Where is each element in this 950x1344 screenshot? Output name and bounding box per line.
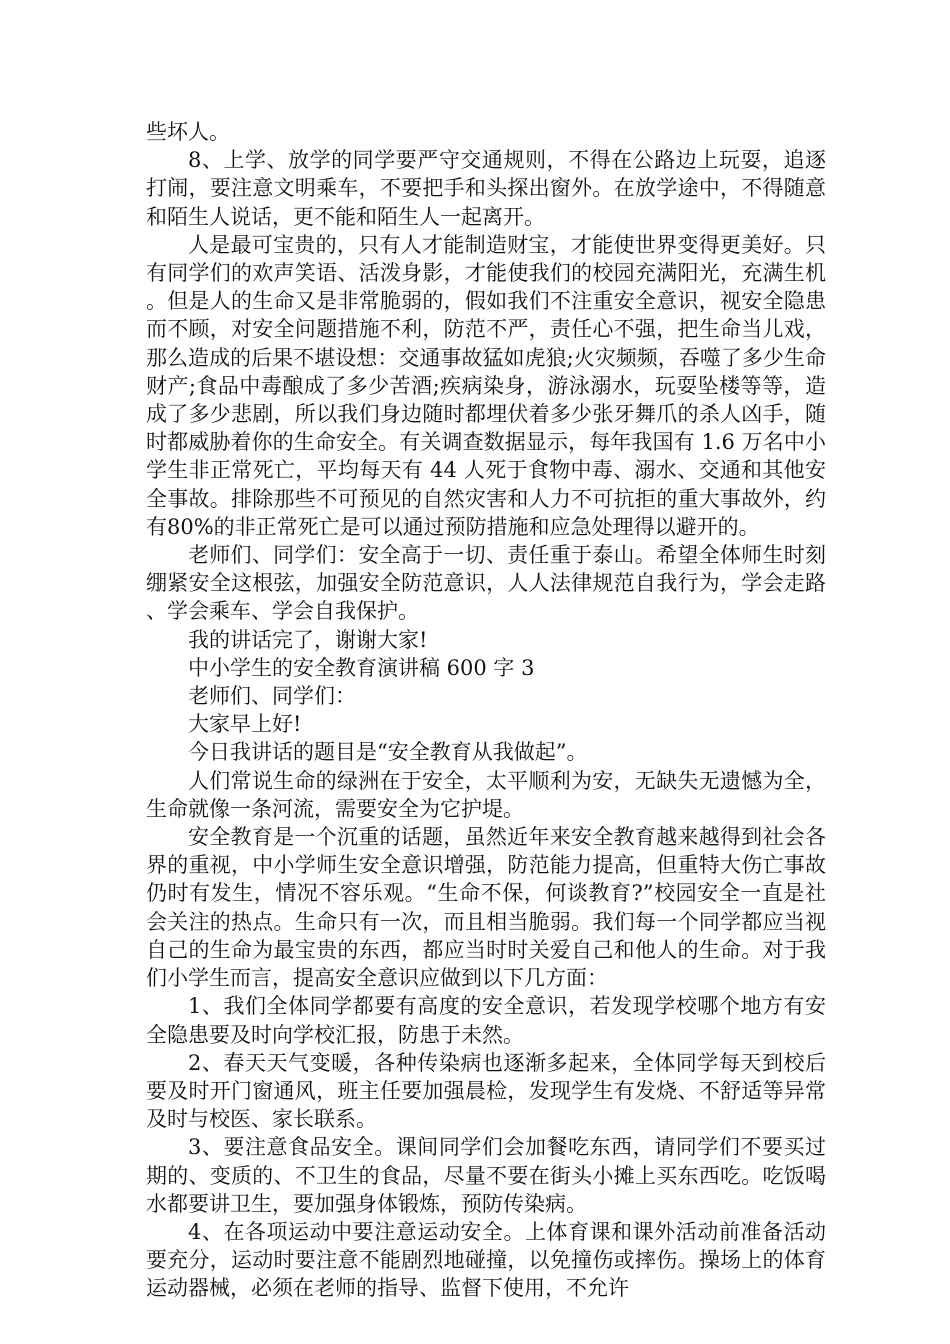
list-item-1: 1、我们全体同学都要有高度的安全意识，若发现学校哪个地方有安全隐患要及时向学校汇报，防患于未然。 <box>146 994 826 1047</box>
paragraph-traffic-rule: 8、上学、放学的同学要严守交通规则，不得在公路边上玩耍，追逐打闹，要注意文明乘车，不要把手和头探出窗外。在放学途中，不得随意和陌生人说话，更不能和陌生人一起离开。 <box>146 148 826 229</box>
document-page <box>146 118 826 1303</box>
list-item-2: 2、春天天气变暖，各种传染病也逐渐多起来，全体同学每天到校后要及时开门窗通风，班主任要加强晨检，发现学生有发烧、不舒适等异常及时与校医、家长联系。 <box>146 1050 826 1132</box>
paragraph-life-oasis: 人们常说生命的绿洲在于安全，太平顺利为安，无缺失无遗憾为全，生命就像一条河流，需要安全为它护堤。 <box>146 768 826 821</box>
paragraph-topic: 今日我讲话的题目是“安全教育从我做起”。 <box>188 740 588 765</box>
paragraph-life-precious: 人是最可宝贵的，只有人才能制造财宝，才能使世界变得更美好。只有同学们的欢声笑语、活泼身影，才能使我们的校园充满阳光，充满生机。但是人的生命又是非常脆弱的，假如我们不注重安全意识，视安全隐患而不顾，对安全问题措施不利，防范不严，责任心不强，把生命当儿戏，那么造成的后果不堪设想：交通事故猛如虎狼;火灾频频，吞噬了多少生命财产;食品中毒酿成了多少苦酒;疾病染身，游泳溺水，玩耍坠楼等等，造成了多少悲剧，所以我们身边随时都埋伏着多少张牙舞爪的杀人凶手，随时都威胁着你的生命安全。有关调查数据显示，每年我国有 1.6 万名中小学生非正常死亡，平均每天有 44 人死于食物中毒、溺水、交通和其他安全事故。排除那些不可预见的自然灾害和人力不可抗拒的重大事故外，约有80%的非正常死亡是可以通过预防措施和应急处理得以避开的。 <box>146 232 826 539</box>
paragraph-greeting: 大家早上好! <box>188 712 302 737</box>
speech-title: 中小学生的安全教育演讲稿 600 字 3 <box>188 655 535 680</box>
paragraph-safety-first: 老师们、同学们：安全高于一切、责任重于泰山。希望全体师生时刻绷紧安全这根弦，加强安全防范意识，人人法律规范自我行为，学会走路、学会乘车、学会自我保护。 <box>146 543 826 624</box>
paragraph-safety-education: 安全教育是一个沉重的话题，虽然近年来安全教育越来越得到社会各界的重视，中小学师生安全意识增强，防范能力提高，但重特大伤亡事故仍时有发生，情况不容乐观。“生命不保，何谈教育?”校园安全一直是社会关注的热点。生命只有一次，而且相当脆弱。我们每一个同学都应当视自己的生命为最宝贵的东西，都应当时时关爱自己和他人的生命。对于我们小学生而言，提高安全意识应做到以下几方面： <box>146 825 826 991</box>
paragraph-salutation: 老师们、同学们： <box>188 684 356 709</box>
paragraph-closing-thanks: 我的讲话完了，谢谢大家! <box>188 627 428 652</box>
list-item-4: 4、在各项运动中要注意运动安全。上体育课和课外活动前准备活动要充分，运动时要注意不能剧烈地碰撞，以免撞伤或摔伤。操场上的体育运动器械，必须在老师的指导、监督下使用，不允许 <box>146 1219 826 1301</box>
paragraph-continuation: 些坏人。 <box>146 120 230 144</box>
list-item-3: 3、要注意食品安全。课间同学们会加餐吃东西，请同学们不要买过期的、变质的、不卫生的食品，尽量不要在街头小摊上买东西吃。吃饭喝水都要讲卫生，要加强身体锻炼，预防传染病。 <box>146 1135 826 1216</box>
